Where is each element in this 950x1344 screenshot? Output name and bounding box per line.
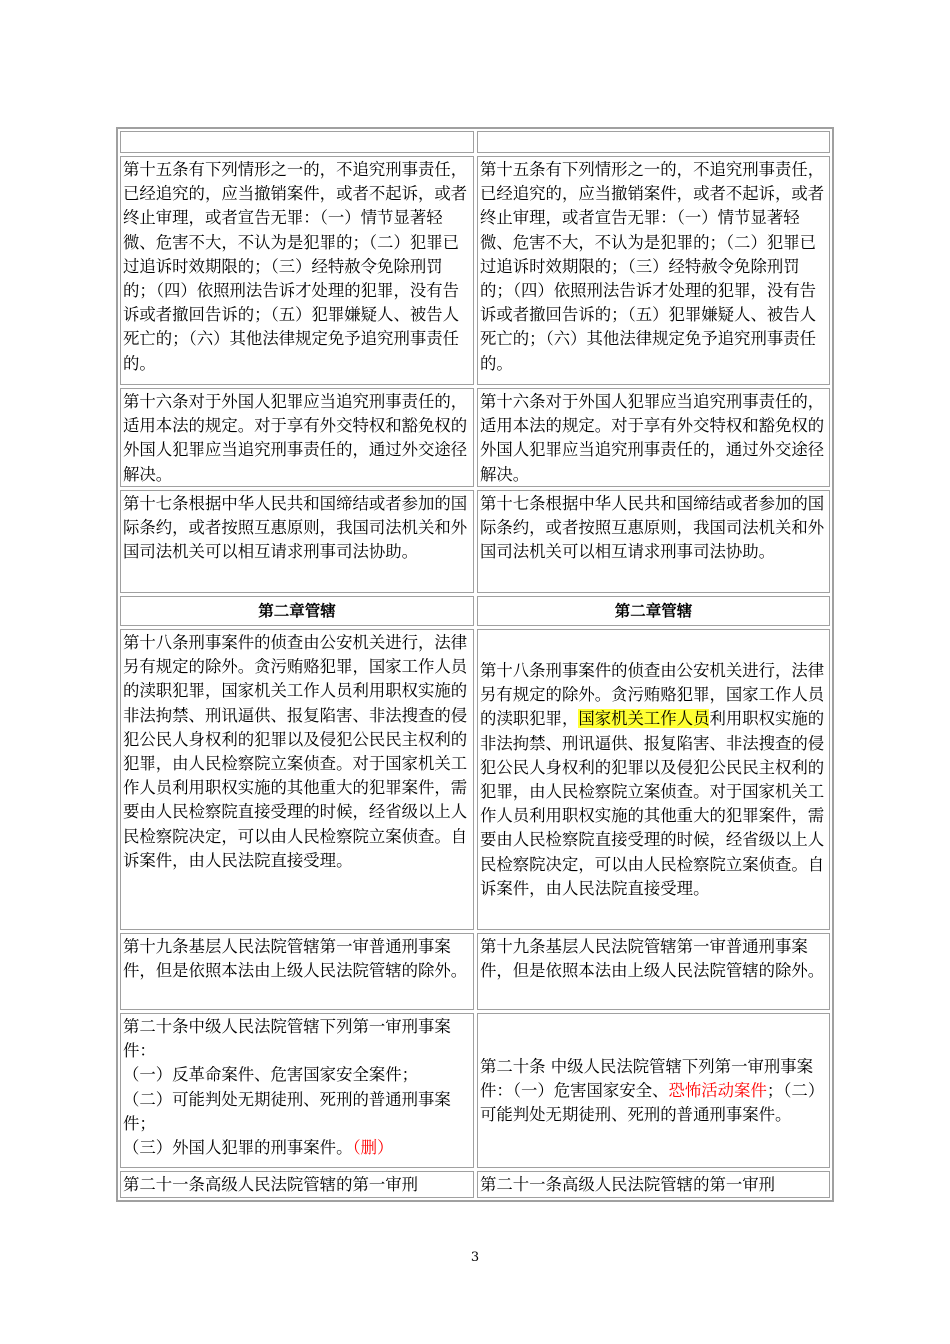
article-16-new: 第十六条对于外国人犯罪应当追究刑事责任的，适用本法的规定。对于享有外交特权和豁免权的外国人犯罪应当追究刑事责任的，通过外交途径解决。 [477, 388, 830, 487]
article-15-old: 第十五条有下列情形之一的，不追究刑事责任，已经追究的，应当撤销案件，或者不起诉，或者终止审理，或者宣告无罪：（一）情节显著轻微、危害不大，不认为是犯罪的；（二）犯罪已过追诉时效期限的；（三）经特赦令免除刑罚的；（四）依照刑法告诉才处理的犯罪，没有告诉或者撤回告诉的；（五）犯罪嫌疑人、被告人死亡的；（六）其他法律规定免予追究刑事责任的。 [120, 156, 474, 385]
table-row-article-18 [120, 629, 830, 930]
article-20-old-line-2: （一）反革命案件、危害国家安全案件； [123, 1065, 419, 1085]
table-row-article-17 [120, 490, 830, 593]
article-20-old-line-4-text: （三）外国人犯罪的刑事案件。 [123, 1138, 353, 1158]
article-17-new: 第十七条根据中华人民共和国缔结或者参加的国际条约，或者按照互惠原则，我国司法机关和外国司法机关可以相互请求刑事司法协助。 [477, 490, 830, 593]
page-number: 3 [470, 1250, 480, 1265]
article-18-old: 第十八条刑事案件的侦查由公安机关进行，法律另有规定的除外。贪污贿赂犯罪，国家工作人员的渎职犯罪，国家机关工作人员利用职权实施的非法拘禁、刑讯逼供、报复陷害、非法搜查的侵犯公民人身权利的犯罪以及侵犯公民民主权利的犯罪，由人民检察院立案侦查。对于国家机关工作人员利用职权实施的其他重大的犯罪案件，需要由人民检察院直接受理的时候，经省级以上人民检察院决定，可以由人民检察院立案侦查。自诉案件，由人民法院直接受理。 [120, 629, 474, 930]
article-18-new-text-a: 第十八条刑事案件的侦查由公安机关进行，法律另有规定的除外。贪污贿赂犯罪，国家工作人员的渎职犯罪， [480, 660, 825, 729]
table-row-article-19 [120, 933, 830, 1010]
table-row-article-21 [120, 1171, 830, 1198]
article-18-new-text-b: 利用职权实施的非法拘禁、刑讯逼供、报复陷害、非法搜查的侵犯公民人身权利的犯罪以及侵犯公民民主权利的犯罪，由人民检察院立案侦查。对于国家机关工作人员利用职权实施的其他重大的犯罪案件，需要由人民检察院直接受理的时候，经省级以上人民检察院决定，可以由人民检察院立案侦查。自诉案件，由人民法院直接受理。 [480, 709, 825, 898]
table-row-chapter-heading [120, 596, 830, 626]
article-18-new [477, 629, 830, 930]
article-20-old [120, 1013, 474, 1168]
table-cell-empty-left [120, 131, 474, 153]
article-20-old-line-4 [123, 1136, 471, 1160]
article-20-new-text-a: 第二十条 中级人民法院管辖下列第一审刑事案件：（一）危害国家安全、 [480, 1056, 814, 1100]
table-row-empty [120, 131, 830, 153]
article-21-old: 第二十一条高级人民法院管辖的第一审刑 [120, 1171, 474, 1198]
article-19-old: 第十九条基层人民法院管辖第一审普通刑事案件，但是依照本法由上级人民法院管辖的除外。 [120, 933, 474, 1010]
article-18-new-text [480, 659, 827, 901]
article-20-old-line-1: 第二十条中级人民法院管辖下列第一审刑事案件： [123, 1017, 451, 1061]
article-15-new: 第十五条有下列情形之一的，不追究刑事责任，已经追究的，应当撤销案件，或者不起诉，或者终止审理，或者宣告无罪：（一）情节显著轻微、危害不大，不认为是犯罪的；（二）犯罪已过追诉时效期限的；（三）经特赦令免除刑罚的；（四）依照刑法告诉才处理的犯罪，没有告诉或者撤回告诉的；（五）犯罪嫌疑人、被告人死亡的；（六）其他法律规定免予追究刑事责任的。 [477, 156, 830, 385]
article-19-new: 第十九条基层人民法院管辖第一审普通刑事案件，但是依照本法由上级人民法院管辖的除外。 [477, 933, 830, 1010]
article-20-new-text-b: ；（二）可能判处无期徒刑、死刑的普通刑事案件。 [480, 1080, 825, 1125]
article-20-new-text [480, 1055, 827, 1128]
chapter-heading-new: 第二章管辖 [477, 596, 830, 626]
deleted-mark: （删） [352, 1138, 394, 1158]
article-18-highlight: 国家机关工作人员 [578, 709, 710, 729]
table-cell-empty-right [477, 131, 830, 153]
table-row-article-16 [120, 388, 830, 487]
article-20-added-text: 恐怖活动案件 [668, 1080, 767, 1100]
chapter-heading-old: 第二章管辖 [120, 596, 474, 626]
article-17-old: 第十七条根据中华人民共和国缔结或者参加的国际条约，或者按照互惠原则，我国司法机关和外国司法机关可以相互请求刑事司法协助。 [120, 490, 474, 593]
article-16-old: 第十六条对于外国人犯罪应当追究刑事责任的，适用本法的规定。对于享有外交特权和豁免权的外国人犯罪应当追究刑事责任的，通过外交途径解决。 [120, 388, 474, 487]
table-row-article-15 [120, 156, 830, 385]
article-21-new: 第二十一条高级人民法院管辖的第一审刑 [477, 1171, 830, 1198]
article-20-old-line-3: （二）可能判处无期徒刑、死刑的普通刑事案件； [123, 1089, 451, 1133]
table-row-article-20 [120, 1013, 830, 1168]
comparison-table [116, 127, 834, 1202]
article-20-new [477, 1013, 830, 1168]
